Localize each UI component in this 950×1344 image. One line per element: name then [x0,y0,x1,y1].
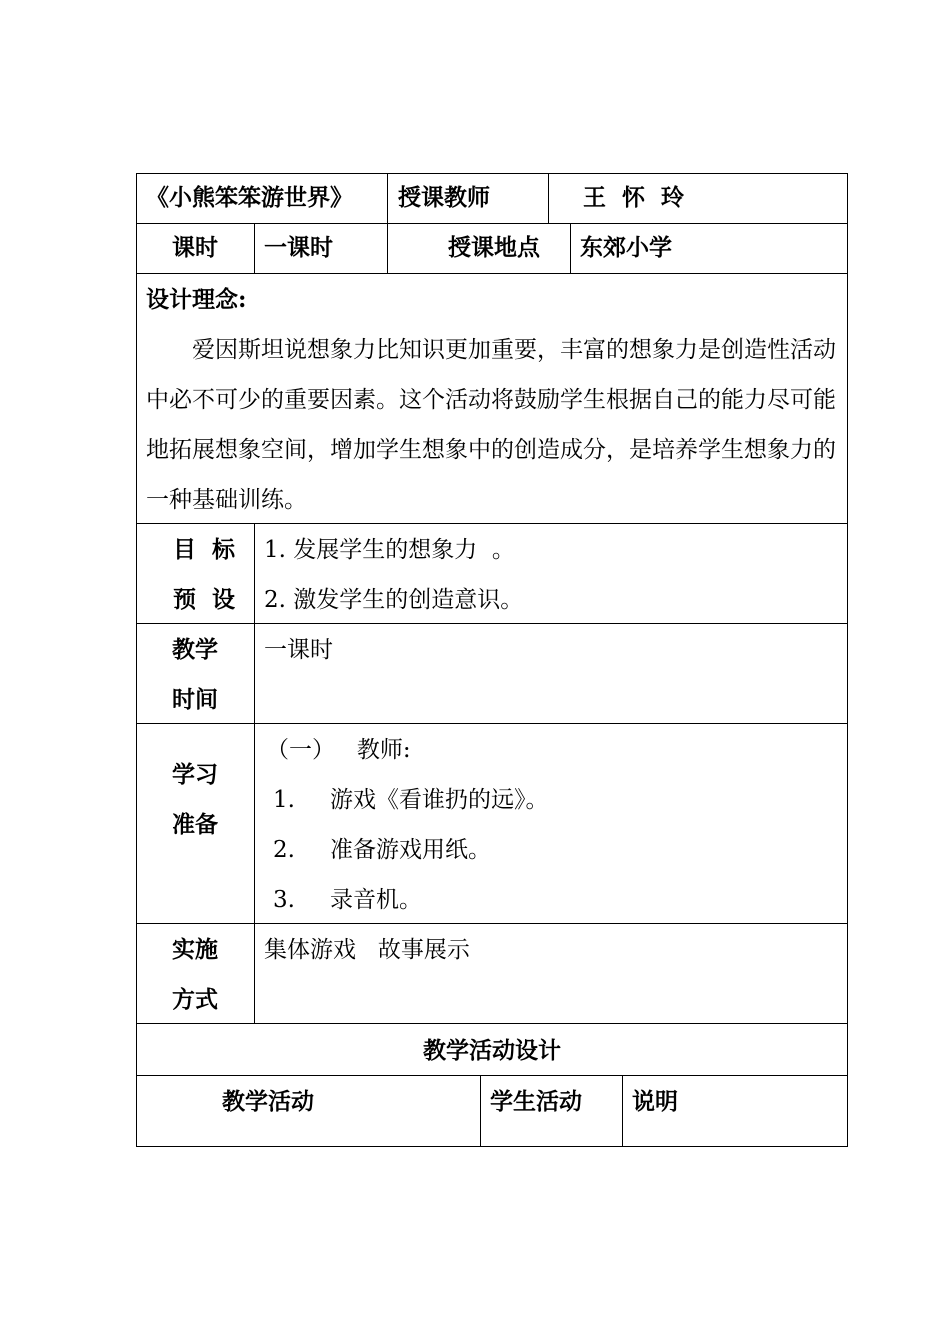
table-border [254,523,255,1023]
table-border [387,173,388,223]
table-border [136,173,848,174]
location-value: 东郊小学 [580,234,672,261]
teaching-time-label-line1: 教学 [172,636,218,663]
preparation-item-text: 录音机。 [330,887,422,913]
table-border [136,1146,848,1147]
column-teaching-activity: 教学活动 [222,1088,314,1115]
design-concept-text: 爱因斯坦说想象力比知识更加重要，丰富的想象力是创造性活动中必不可少的重要因素。这个活动将鼓励学生根据自己的能力尽可能地拓展想象空间，增加学生想象中的创造成分，是培养学生想象力的一种基础训练。 [146,337,836,513]
preparation-label-line1: 学习 [172,761,218,788]
table-border [387,223,388,273]
table-border [480,1075,481,1146]
course-title: 《小熊笨笨游世界》 [146,184,353,211]
goals-label-line1: 目 标 [173,536,236,563]
teacher-name: 王 怀 玲 [583,184,685,211]
method-label-line2: 方式 [172,986,218,1013]
teacher-label: 授课教师 [398,184,490,211]
table-border [136,273,848,274]
table-border [570,223,571,273]
table-border [254,223,255,273]
preparation-item-text: 准备游戏用纸。 [330,837,491,863]
table-border [622,1075,623,1146]
preparation-label-line2: 准备 [172,811,218,838]
activity-design-title: 教学活动设计 [423,1037,561,1064]
table-border [548,173,549,223]
location-label: 授课地点 [448,234,540,261]
table-border [847,173,848,1147]
goals-label-line2: 预 设 [173,586,236,613]
teaching-time-value: 一课时 [264,637,333,663]
period-label: 课时 [172,234,218,261]
method-label-line1: 实施 [172,936,218,963]
teaching-time-label-line2: 时间 [172,686,218,713]
column-notes: 说明 [632,1088,678,1115]
preparation-item-number: 3. [273,887,295,913]
table-border [136,223,848,224]
table-border [136,173,137,1147]
preparation-item-number: 1. [273,787,295,813]
preparation-item-number: 2. [273,837,295,863]
table-border [136,623,848,624]
column-student-activity: 学生活动 [490,1088,582,1115]
design-concept-label: 设计理念: [146,286,247,313]
goal-item: 2. 激发学生的创造意识。 [264,587,524,613]
goal-item: 1. 发展学生的想象力 。 [264,537,515,563]
table-border [136,1075,848,1076]
preparation-item-text: 游戏《看谁扔的远》。 [330,787,549,813]
preparation-heading: （一） 教师: [266,737,411,763]
table-border [136,923,848,924]
method-value: 集体游戏 故事展示 [264,937,470,963]
period-value: 一课时 [264,234,333,261]
table-border [136,1023,848,1024]
table-border [136,723,848,724]
